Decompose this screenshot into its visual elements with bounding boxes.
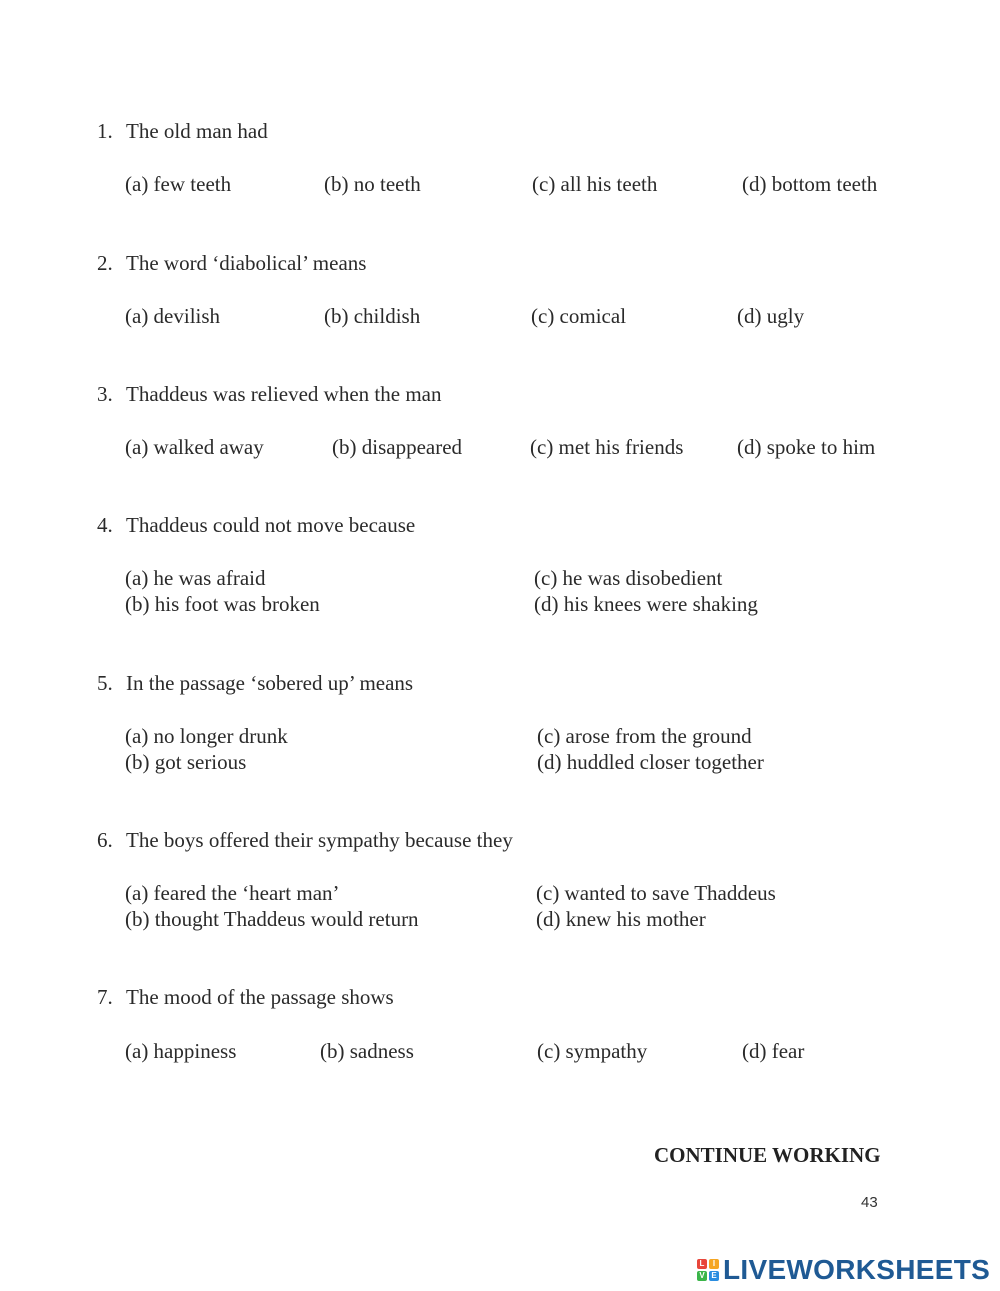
page-number: 43 <box>861 1194 878 1211</box>
option-a[interactable]: (a) he was afraid <box>125 566 266 590</box>
question-text: The old man had <box>126 119 268 143</box>
question-text: Thaddeus was relieved when the man <box>126 382 442 406</box>
option-d[interactable]: (d) huddled closer together <box>537 750 764 774</box>
option-b[interactable]: (b) thought Thaddeus would return <box>125 907 419 931</box>
logo-tile: I <box>709 1259 719 1269</box>
option-d[interactable]: (d) knew his mother <box>536 907 706 931</box>
option-c[interactable]: (c) sympathy <box>537 1039 648 1063</box>
question-text: The boys offered their sympathy because they <box>126 828 513 852</box>
option-a[interactable]: (a) few teeth <box>125 172 232 196</box>
liveworksheets-logo-icon <box>697 1259 719 1281</box>
option-d[interactable]: (d) his knees were shaking <box>534 592 758 616</box>
question-number: 1. <box>97 119 113 143</box>
question-number: 6. <box>97 828 113 852</box>
continue-working-label: CONTINUE WORKING <box>654 1143 881 1167</box>
option-b[interactable]: (b) no teeth <box>324 172 421 196</box>
logo-tile: L <box>697 1259 707 1269</box>
logo-tile: E <box>709 1271 719 1281</box>
option-b[interactable]: (b) disappeared <box>332 435 463 459</box>
question-number: 2. <box>97 251 113 275</box>
option-b[interactable]: (b) got serious <box>125 750 247 774</box>
option-a[interactable]: (a) devilish <box>125 304 221 328</box>
option-a[interactable]: (a) feared the ‘heart man’ <box>125 881 340 905</box>
question-number: 3. <box>97 382 113 406</box>
option-b[interactable]: (b) his foot was broken <box>125 592 320 616</box>
option-d[interactable]: (d) bottom teeth <box>742 172 878 196</box>
option-a[interactable]: (a) walked away <box>125 435 264 459</box>
option-b[interactable]: (b) childish <box>324 304 421 328</box>
option-c[interactable]: (c) he was disobedient <box>534 566 723 590</box>
option-c[interactable]: (c) met his friends <box>530 435 684 459</box>
option-c[interactable]: (c) comical <box>531 304 627 328</box>
question-number: 5. <box>97 671 113 695</box>
option-d[interactable]: (d) ugly <box>737 304 805 328</box>
liveworksheets-wordmark: LIVEWORKSHEETS <box>723 1254 991 1285</box>
question-number: 7. <box>97 985 113 1009</box>
liveworksheets-brand[interactable] <box>697 1255 990 1285</box>
question-text: The mood of the passage shows <box>126 985 394 1009</box>
question-text: Thaddeus could not move because <box>126 513 416 537</box>
option-c[interactable]: (c) all his teeth <box>532 172 658 196</box>
option-b[interactable]: (b) sadness <box>320 1039 414 1063</box>
option-a[interactable]: (a) no longer drunk <box>125 724 288 748</box>
option-a[interactable]: (a) happiness <box>125 1039 237 1063</box>
option-d[interactable]: (d) fear <box>742 1039 805 1063</box>
option-c[interactable]: (c) arose from the ground <box>537 724 752 748</box>
logo-tile: V <box>697 1271 707 1281</box>
option-d[interactable]: (d) spoke to him <box>737 435 876 459</box>
option-c[interactable]: (c) wanted to save Thaddeus <box>536 881 776 905</box>
question-number: 4. <box>97 513 113 537</box>
question-text: In the passage ‘sobered up’ means <box>126 671 414 695</box>
question-text: The word ‘diabolical’ means <box>126 251 367 275</box>
